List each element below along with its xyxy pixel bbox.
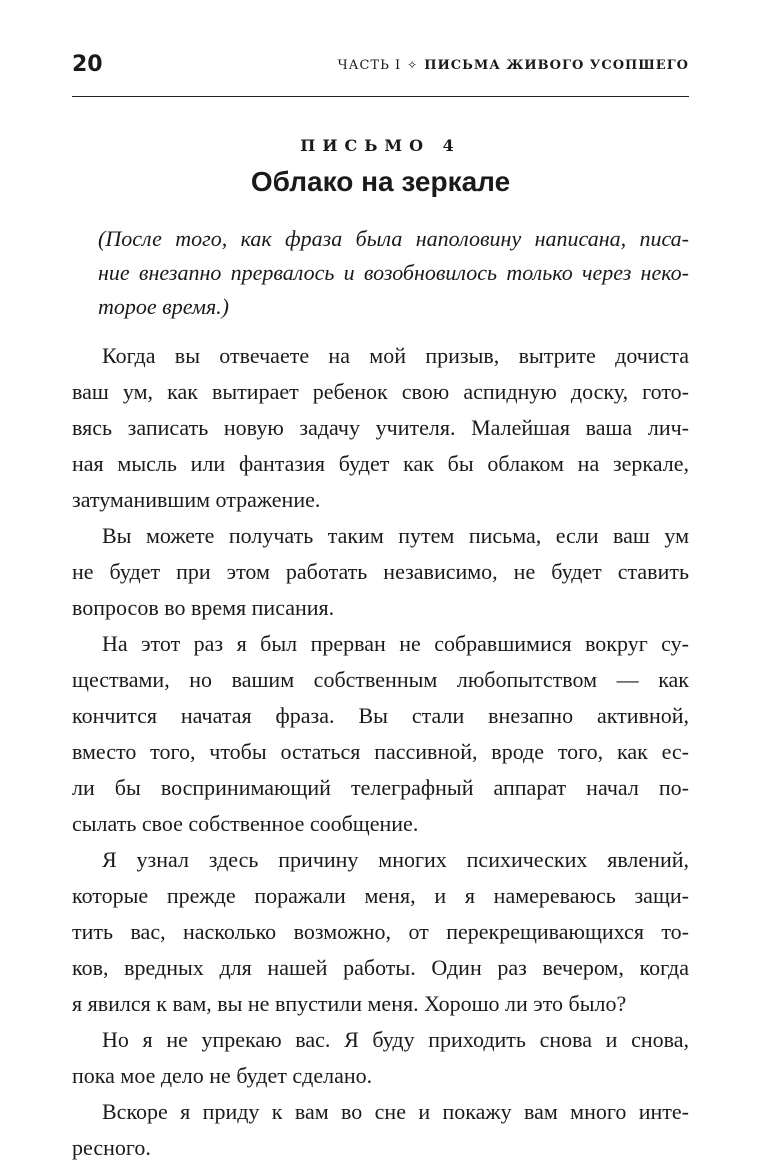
paragraph-line: затуманившим отражение. [72,487,321,512]
body-text [72,338,689,1166]
paragraph-line: я явился к вам, вы не впустили меня. Хорошо ли это было? [72,991,627,1016]
paragraph-line: вясь записать новую задачу учителя. Малейшая ваша лич- [72,415,689,440]
diamond-ornament-icon: ✧ [407,58,419,72]
paragraph [72,1022,689,1094]
running-header [72,52,689,92]
paragraph [72,518,689,626]
intro-line: ние внезапно прервалось и возобновилось только через неко- [98,260,689,285]
paragraph-line: Вы можете получать таким путем письма, если ваш ум [102,523,689,548]
paragraph-line: ресного. [72,1135,151,1160]
paragraph-line: ществами, но вашим собственным любопытством — как [72,667,689,692]
paragraph [72,626,689,842]
paragraph-line: не будет при этом работать независимо, не будет ставить [72,559,689,584]
paragraph [72,338,689,518]
page-number: 20 [72,52,103,77]
paragraph-line: ная мысль или фантазия будет как бы облаком на зеркале, [72,451,689,476]
paragraph-line: вопросов во время писания. [72,595,335,620]
intro-note [98,222,689,324]
paragraph-line: сылать свое собственное сообщение. [72,811,419,836]
paragraph [72,1094,689,1166]
paragraph-line: вместо того, чтобы остаться пассивной, вроде того, как ес- [72,739,689,764]
paragraph-line: кончится начатая фраза. Вы стали внезапно активной, [72,703,689,728]
paragraph-line: Я узнал здесь причину многих психических явлений, [102,847,689,872]
paragraph-line: Когда вы отвечаете на мой призыв, вытрите дочиста [102,343,689,368]
intro-line: (После того, как фраза была наполовину написана, писа- [98,226,689,251]
paragraph-line: тить вас, насколько возможно, от перекрещивающихся то- [72,919,689,944]
paragraph-line: На этот раз я был прерван не собравшимися вокруг су- [102,631,689,656]
chapter-title: Облако на зеркале [250,166,511,197]
paragraph-line: Но я не упрекаю вас. Я буду приходить снова и снова, [102,1027,689,1052]
letter-number: ПИСЬМО 4 [300,136,461,155]
paragraph [72,842,689,1022]
paragraph-line: ваш ум, как вытирает ребенок свою аспидную доску, гото- [72,379,689,404]
intro-line: торое время.) [98,294,230,319]
part-label: ЧАСТЬ I [337,58,402,73]
paragraph-line: пока мое дело не будет сделано. [72,1063,373,1088]
paragraph-line: ли бы воспринимающий телеграфный аппарат начал по- [72,775,689,800]
paragraph-line: Вскоре я приду к вам во сне и покажу вам много инте- [102,1099,689,1124]
paragraph-line: ков, вредных для нашей работы. Один раз вечером, когда [72,955,689,980]
book-title: ПИСЬМА ЖИВОГО УСОПШЕГО [424,58,689,73]
header-rule [72,96,689,97]
running-title [338,58,689,73]
paragraph-line: которые прежде поражали меня, и я намереваюсь защи- [72,883,689,908]
